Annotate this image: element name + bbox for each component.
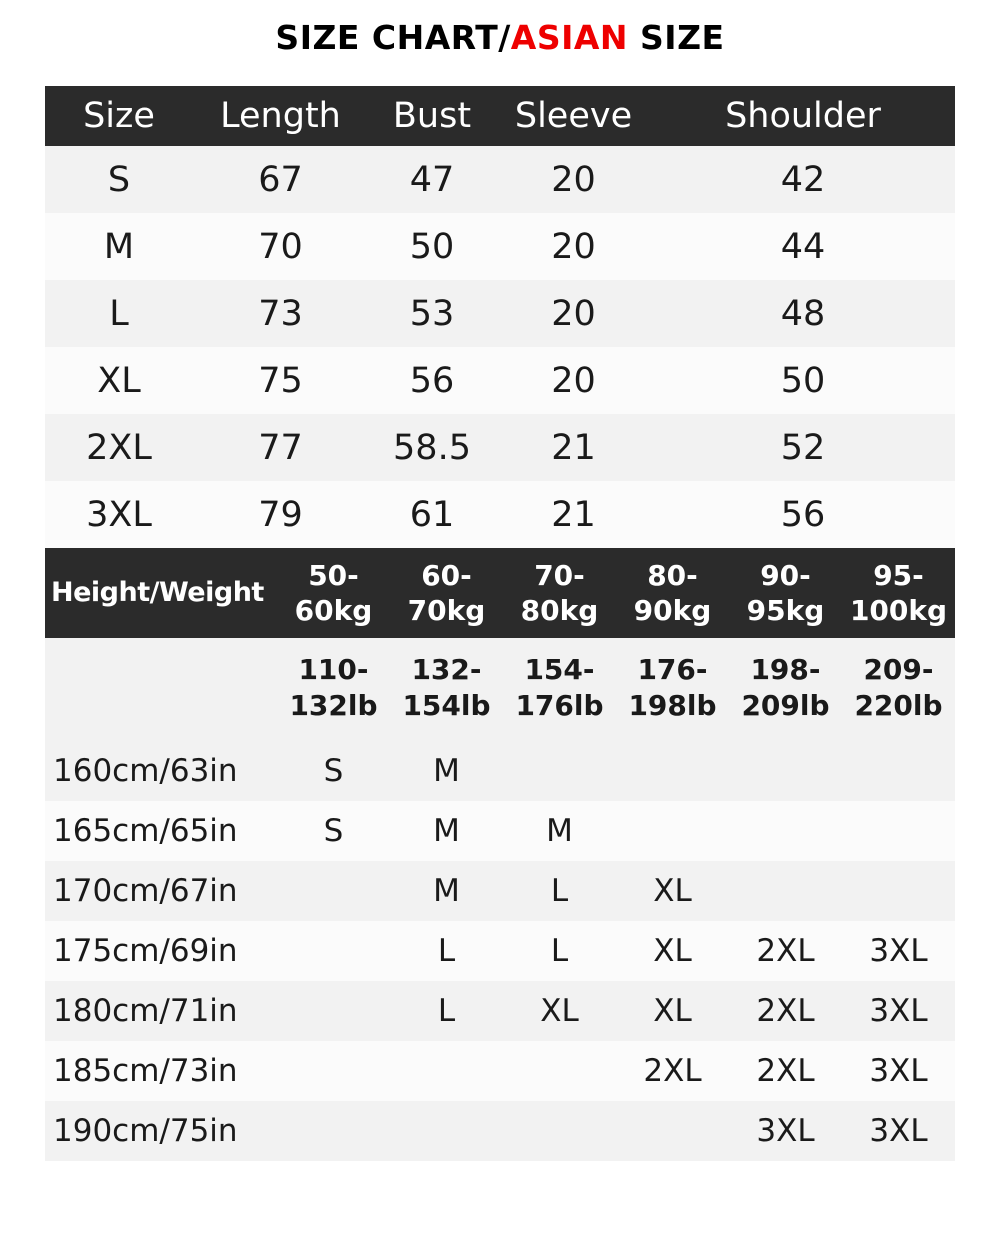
cell-size-recommendation — [503, 1041, 616, 1101]
column-header-sleeve: Sleeve — [496, 86, 651, 146]
title-accent: ASIAN — [510, 18, 629, 57]
cell-size-recommendation: L — [390, 981, 503, 1041]
cell-height: 185cm/73in — [45, 1041, 277, 1101]
cell-size-recommendation — [277, 921, 390, 981]
weight-kg-header: 60- 70kg — [390, 548, 503, 638]
cell-size-recommendation: 2XL — [729, 981, 842, 1041]
cell-sleeve: 20 — [496, 347, 651, 414]
cell-shoulder: 52 — [651, 414, 955, 481]
cell-shoulder: 44 — [651, 213, 955, 280]
cell-bust: 56 — [368, 347, 496, 414]
weight-kg-header: 95- 100kg — [842, 548, 955, 638]
table-row — [45, 146, 955, 213]
cell-size-recommendation: 2XL — [729, 1041, 842, 1101]
cell-size-recommendation: 3XL — [842, 1041, 955, 1101]
cell-height: 170cm/67in — [45, 861, 277, 921]
weight-kg-header-row — [45, 548, 955, 638]
table-row — [45, 981, 955, 1041]
cell-sleeve: 20 — [496, 280, 651, 347]
cell-length: 79 — [193, 481, 368, 548]
cell-shoulder: 56 — [651, 481, 955, 548]
cell-height: 165cm/65in — [45, 801, 277, 861]
cell-height: 180cm/71in — [45, 981, 277, 1041]
cell-length: 75 — [193, 347, 368, 414]
cell-shoulder: 42 — [651, 146, 955, 213]
cell-size-recommendation: 2XL — [616, 1041, 729, 1101]
weight-kg-header: 90- 95kg — [729, 548, 842, 638]
cell-height: 190cm/75in — [45, 1101, 277, 1161]
weight-lb-header: 154- 176lb — [503, 638, 616, 741]
cell-size-recommendation: XL — [503, 981, 616, 1041]
cell-bust: 47 — [368, 146, 496, 213]
table-row — [45, 213, 955, 280]
height-weight-body — [45, 741, 955, 1161]
table-row — [45, 414, 955, 481]
column-header-length: Length — [193, 86, 368, 146]
table-row — [45, 921, 955, 981]
weight-lb-header: 198- 209lb — [729, 638, 842, 741]
cell-sleeve: 21 — [496, 481, 651, 548]
cell-size-recommendation — [277, 1041, 390, 1101]
cell-size-recommendation: 3XL — [842, 981, 955, 1041]
cell-size-recommendation: M — [390, 741, 503, 801]
table-row — [45, 347, 955, 414]
cell-size-recommendation — [842, 741, 955, 801]
size-table-body — [45, 146, 955, 548]
cell-size-recommendation — [616, 741, 729, 801]
weight-lb-header: 209- 220lb — [842, 638, 955, 741]
cell-shoulder: 50 — [651, 347, 955, 414]
cell-size-recommendation: M — [503, 801, 616, 861]
cell-size: 2XL — [45, 414, 193, 481]
cell-height: 175cm/69in — [45, 921, 277, 981]
column-header-bust: Bust — [368, 86, 496, 146]
cell-size: 3XL — [45, 481, 193, 548]
weight-lb-header: 132- 154lb — [390, 638, 503, 741]
cell-height: 160cm/63in — [45, 741, 277, 801]
cell-sleeve: 20 — [496, 213, 651, 280]
cell-size-recommendation — [277, 861, 390, 921]
cell-size-recommendation: L — [390, 921, 503, 981]
weight-kg-header: 70- 80kg — [503, 548, 616, 638]
weight-lb-header: 110- 132lb — [277, 638, 390, 741]
cell-size-recommendation: 3XL — [729, 1101, 842, 1161]
page-title — [0, 0, 1000, 57]
cell-bust: 61 — [368, 481, 496, 548]
title-part-2: SIZE — [628, 18, 725, 57]
cell-size: M — [45, 213, 193, 280]
cell-size-recommendation: XL — [616, 921, 729, 981]
weight-lb-header-row — [45, 638, 955, 741]
weight-lb-header: 176- 198lb — [616, 638, 729, 741]
cell-sleeve: 21 — [496, 414, 651, 481]
cell-size-recommendation: S — [277, 741, 390, 801]
corner-label-height-weight: Height/Weight — [45, 548, 277, 638]
column-header-size: Size — [45, 86, 193, 146]
cell-bust: 58.5 — [368, 414, 496, 481]
cell-size-recommendation — [729, 801, 842, 861]
cell-sleeve: 20 — [496, 146, 651, 213]
table-row — [45, 481, 955, 548]
tables-container — [45, 86, 955, 1161]
table-row — [45, 861, 955, 921]
cell-size-recommendation — [277, 981, 390, 1041]
cell-size-recommendation: 2XL — [729, 921, 842, 981]
cell-size-recommendation: XL — [616, 981, 729, 1041]
cell-size-recommendation — [277, 1101, 390, 1161]
title-part-1: SIZE CHART/ — [275, 18, 511, 57]
cell-length: 73 — [193, 280, 368, 347]
table-row — [45, 1101, 955, 1161]
cell-size-recommendation: 3XL — [842, 921, 955, 981]
cell-size: L — [45, 280, 193, 347]
cell-size-recommendation: L — [503, 861, 616, 921]
size-measurements-table — [45, 86, 955, 548]
table-row — [45, 741, 955, 801]
weight-kg-header: 80- 90kg — [616, 548, 729, 638]
cell-size: S — [45, 146, 193, 213]
cell-size-recommendation — [729, 741, 842, 801]
cell-size-recommendation — [842, 861, 955, 921]
height-weight-header — [45, 548, 955, 741]
cell-size-recommendation: 3XL — [842, 1101, 955, 1161]
height-weight-table — [45, 548, 955, 1161]
table-header-row — [45, 86, 955, 146]
table-row — [45, 801, 955, 861]
cell-size-recommendation: XL — [616, 861, 729, 921]
cell-size-recommendation: M — [390, 801, 503, 861]
cell-size-recommendation — [616, 1101, 729, 1161]
cell-length: 67 — [193, 146, 368, 213]
cell-length: 77 — [193, 414, 368, 481]
size-table-header — [45, 86, 955, 146]
cell-size-recommendation — [503, 1101, 616, 1161]
table-row — [45, 280, 955, 347]
cell-size-recommendation — [616, 801, 729, 861]
cell-size-recommendation: S — [277, 801, 390, 861]
cell-size-recommendation — [503, 741, 616, 801]
cell-size-recommendation — [729, 861, 842, 921]
corner-spacer — [45, 638, 277, 741]
cell-size-recommendation — [390, 1041, 503, 1101]
cell-size-recommendation: M — [390, 861, 503, 921]
cell-bust: 50 — [368, 213, 496, 280]
cell-size-recommendation — [390, 1101, 503, 1161]
table-row — [45, 1041, 955, 1101]
cell-shoulder: 48 — [651, 280, 955, 347]
cell-size-recommendation — [842, 801, 955, 861]
cell-size-recommendation: L — [503, 921, 616, 981]
cell-length: 70 — [193, 213, 368, 280]
column-header-shoulder: Shoulder — [651, 86, 955, 146]
cell-size: XL — [45, 347, 193, 414]
weight-kg-header: 50- 60kg — [277, 548, 390, 638]
cell-bust: 53 — [368, 280, 496, 347]
